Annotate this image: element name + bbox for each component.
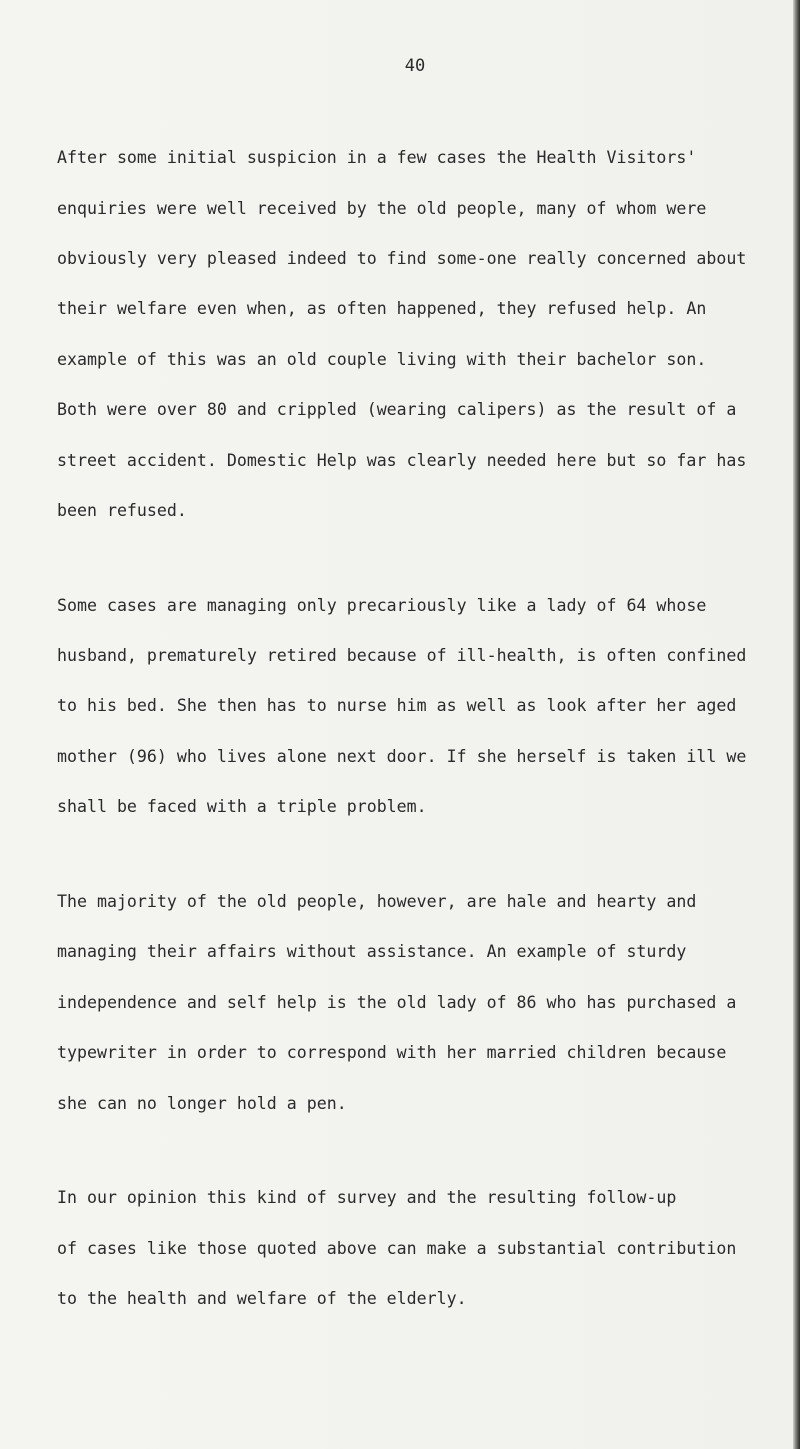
text-line: their welfare even when, as often happened, they refused help. An [57,299,707,319]
text-line: to his bed. She then has to nurse him as well as look after her aged [57,696,737,716]
text-line: Some cases are managing only precariously like a lady of 64 whose [57,595,707,615]
text-line: managing their affairs without assistance. An example of sturdy [57,942,687,962]
text-line: After some initial suspicion in a few cases the Health Visitors' [57,148,697,168]
text-line: to the health and welfare of the elderly. [57,1288,467,1308]
text-line: independence and self help is the old lady of 86 who has purchased a [57,992,737,1012]
paragraph-1 [57,120,792,548]
page-edge-shadow [793,0,800,1449]
text-line: obviously very pleased indeed to find some-one really concerned about [57,249,747,269]
text-line: Both were over 80 and crippled (wearing calipers) as the result of a [57,400,737,420]
paragraph-3 [57,864,792,1141]
text-line: In our opinion this kind of survey and the resulting follow-up [57,1188,677,1208]
paragraph-4 [57,1160,792,1336]
text-line: enquiries were well received by the old people, many of whom were [57,198,707,218]
text-line: example of this was an old couple living with their bachelor son. [57,349,707,369]
text-line: of cases like those quoted above can make a substantial contribution [57,1238,737,1258]
body-text [57,120,792,1355]
text-line: mother (96) who lives alone next door. If she herself is taken ill we [57,746,747,766]
text-line: The majority of the old people, however, are hale and hearty and [57,891,697,911]
page-number: 40 [404,56,426,76]
text-line: she can no longer hold a pen. [57,1093,347,1113]
text-line: husband, prematurely retired because of ill-health, is often confined [57,646,747,666]
text-line: street accident. Domestic Help was clearly needed here but so far has [57,450,747,470]
text-line: been refused. [57,501,187,521]
text-line: shall be faced with a triple problem. [57,797,427,817]
text-line: typewriter in order to correspond with her married children because [57,1043,727,1063]
paragraph-2 [57,567,792,844]
